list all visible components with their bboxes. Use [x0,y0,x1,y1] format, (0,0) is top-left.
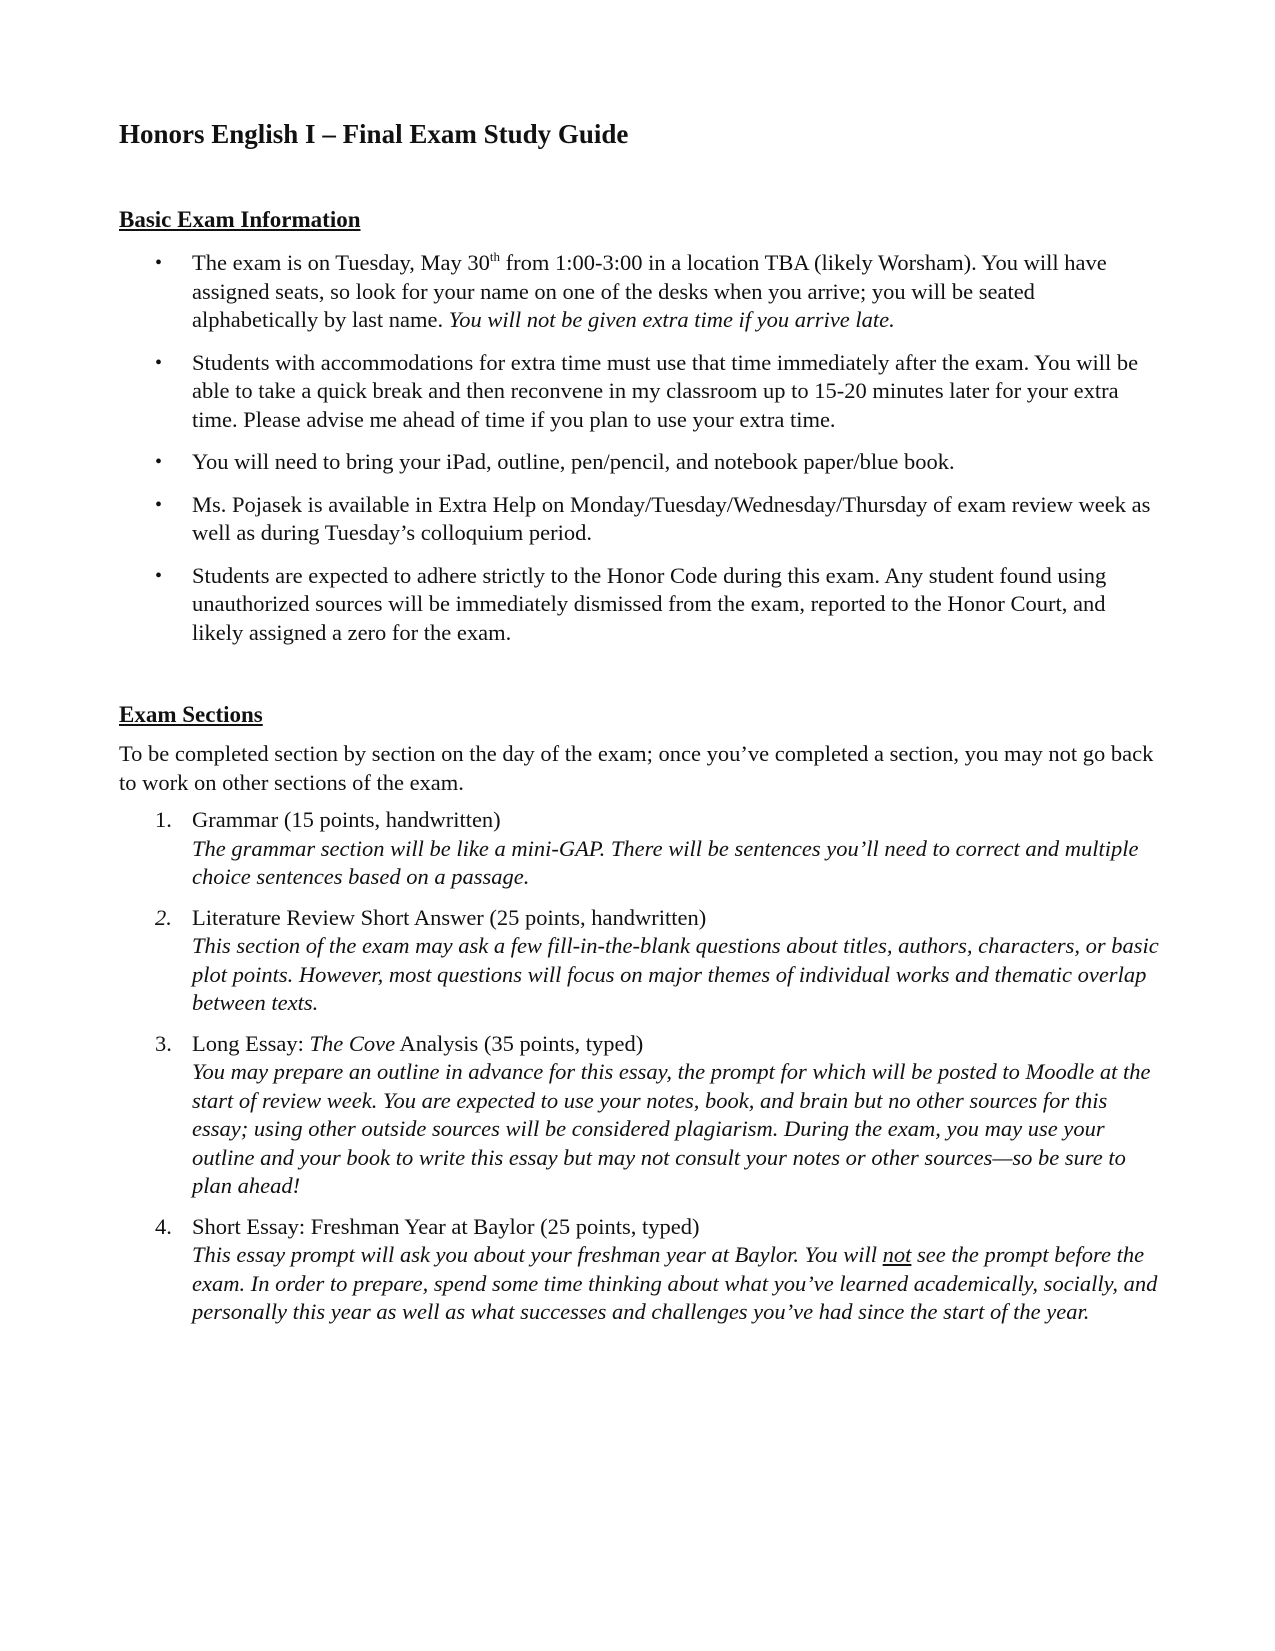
bullet-icon: • [155,351,163,374]
item-number: 2. [155,904,172,930]
list-item [119,1030,1159,1201]
item-description: This essay prompt will ask you about your freshman year at Baylor. You will not see the prompt before the exam. In order to prepare, spend some time thinking about what you’ve learned academically, socially, and personally this year as well as what successes and challenges you’ve had since the start of the year. [192,1242,1158,1324]
item-description: This section of the exam may ask a few fill-in-the-blank questions about titles, authors, characters, or basic plot points. However, most questions will focus on major themes of individual works and thematic overlap between texts. [192,933,1159,1015]
item-number: 4. [155,1213,172,1239]
bullet-text: Students are expected to adhere strictly to the Honor Code during this exam. Any student found using unauthorized sources will be immediately dismissed from the exam, reported to the Honor Court, and likely assigned a zero for the exam. [192,562,1107,645]
basic-info-heading: Basic Exam Information [119,207,361,232]
basic-info-list [119,249,1159,661]
exam-sections-list [119,806,1159,1339]
list-item [119,562,1159,648]
item-description: You may prepare an outline in advance for this essay, the prompt for which will be posted to Moodle at the start of review week. You are expected to use your notes, book, and brain but no other sources for this essay; using other outside sources will be considered plagiarism. During the exam, you may use your outline and your book to write this essay but may not consult your notes or other sources—so be sure to plan ahead! [192,1059,1151,1198]
list-item [119,448,1159,477]
item-title: Literature Review Short Answer (25 points, handwritten) [192,904,707,930]
item-title: Grammar (15 points, handwritten) [192,807,501,832]
page-title: Honors English I – Final Exam Study Guide [119,119,629,149]
item-title: Short Essay: Freshman Year at Baylor (25 points, typed) [192,1213,700,1239]
bullet-icon: • [155,564,163,587]
exam-sections-heading: Exam Sections [119,702,263,727]
list-item [119,1213,1159,1327]
bullet-text: The exam is on Tuesday, May 30th from 1:00-3:00 in a location TBA (likely Worsham). You will have assigned seats, so look for your name on one of the desks when you arrive; you will be seated alphabetically by last name. You will not be given extra time if you arrive late. [192,249,1107,332]
list-item [119,904,1159,1018]
bullet-text: You will need to bring your iPad, outline, pen/pencil, and notebook paper/blue book. [192,449,955,474]
bullet-icon: • [155,252,163,274]
bullet-text: Students with accommodations for extra time must use that time immediately after the exam. You will be able to take a quick break and then reconvene in my classroom up to 15-20 minutes later for your extra time. Please advise me ahead of time if you plan to use your extra time. [192,349,1139,432]
item-number: 3. [155,1030,172,1056]
list-item [119,249,1159,335]
list-item [119,806,1159,892]
item-title: Long Essay: The Cove Analysis (35 points, typed) [192,1030,644,1056]
bullet-icon: • [155,493,163,516]
item-description: The grammar section will be like a mini-GAP. There will be sentences you’ll need to correct and multiple choice sentences based on a passage. [192,835,1139,889]
list-item [119,491,1159,548]
bullet-icon: • [155,451,163,473]
item-number: 1. [155,807,172,832]
exam-sections-intro: To be completed section by section on the day of the exam; once you’ve completed a section, you may not go back to work on other sections of the exam. [119,741,1154,795]
bullet-text: Ms. Pojasek is available in Extra Help on Monday/Tuesday/Wednesday/Thursday of exam review week as well as during Tuesday’s colloquium period. [192,491,1151,545]
list-item [119,349,1159,435]
